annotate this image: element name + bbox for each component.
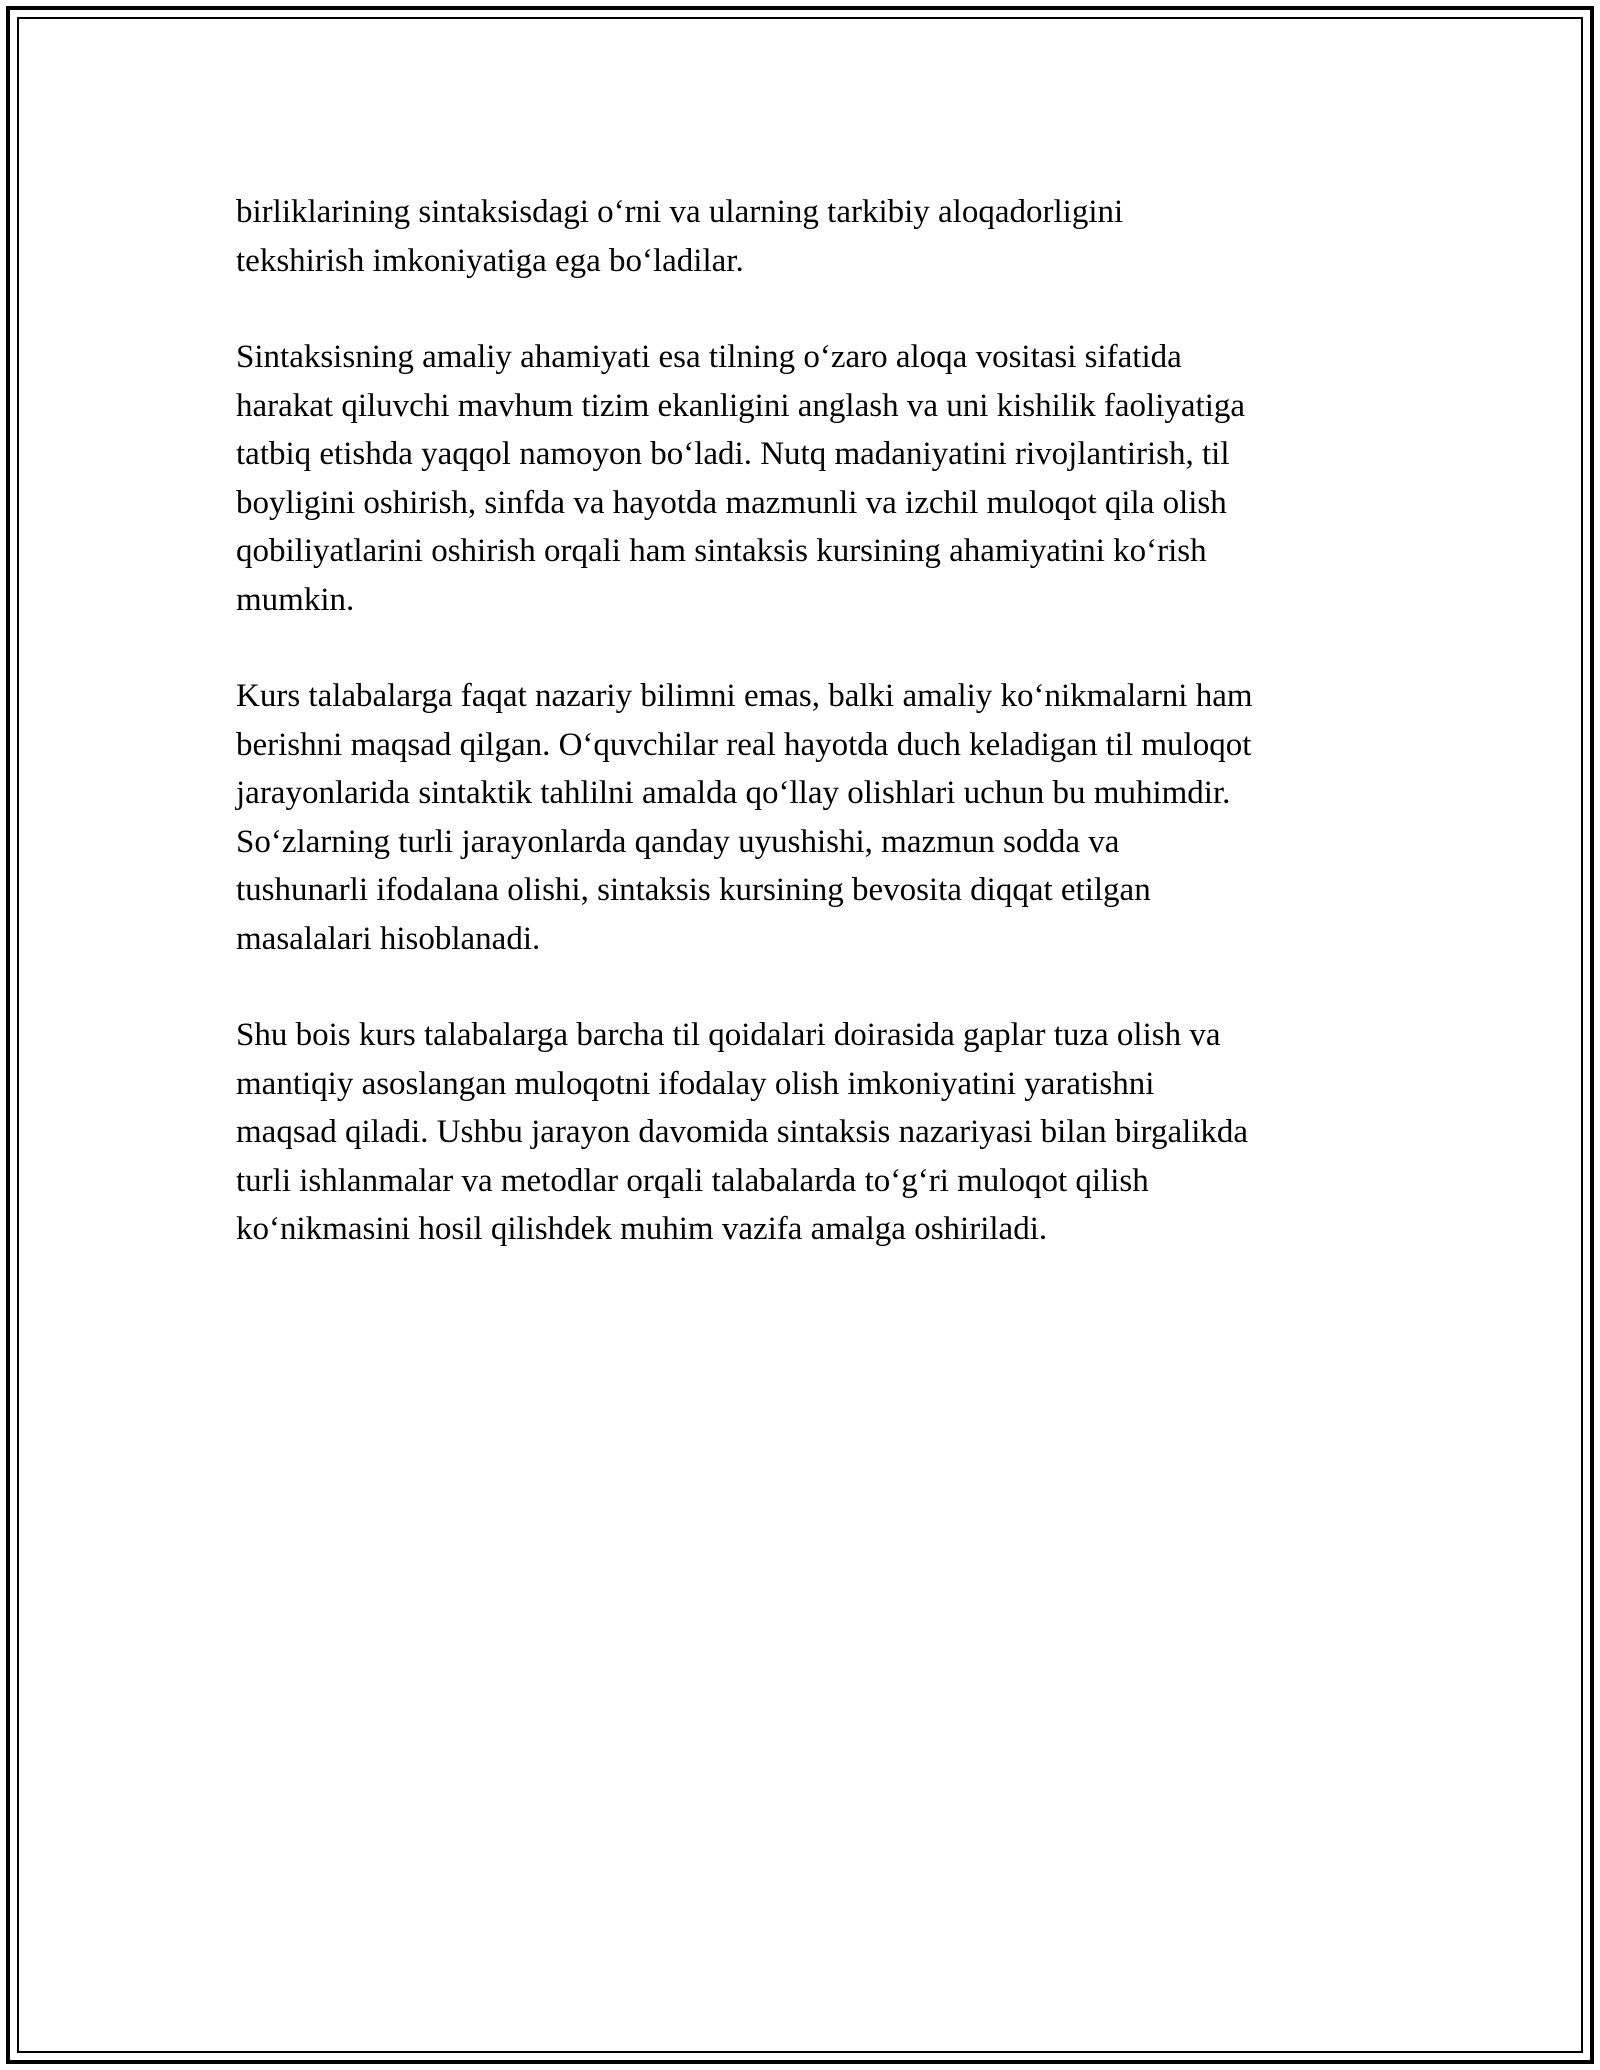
text-line: mantiqiy asoslangan muloqotni ifodalay olish imkoniyatini yaratishni — [236, 1065, 1155, 1102]
text-line: mumkin. — [236, 581, 355, 618]
text-line: tatbiq etishda yaqqol namoyon bo‘ladi. Nutq madaniyatini rivojlantirish, til — [236, 436, 1230, 472]
document-body — [236, 188, 1376, 1302]
text-line: masalalari hisoblanadi. — [236, 920, 541, 957]
text-line: Shu bois kurs talabalarga barcha til qoidalari doirasida gaplar tuza olish va — [236, 1017, 1221, 1053]
paragraph-2 — [236, 333, 1376, 624]
text-line: ko‘nikmasini hosil qilishdek muhim vazifa amalga oshiriladi. — [236, 1211, 1048, 1247]
text-line: berishni maqsad qilgan. O‘quvchilar real hayotda duch keladigan til muloqot — [236, 726, 1252, 763]
text-line: maqsad qiladi. Ushbu jarayon davomida sintaksis nazariyasi bilan birgalikda — [236, 1114, 1249, 1150]
text-line: birliklarining sintaksisdagi o‘rni va ularning tarkibiy aloqadorligini — [236, 194, 1124, 230]
text-line: Kurs talabalarga faqat nazariy bilimni emas, balki amaliy ko‘nikmalarni ham — [236, 678, 1253, 714]
paragraph-4 — [236, 1011, 1376, 1254]
text-line: harakat qiluvchi mavhum tizim ekanligini anglash va uni kishilik faoliyatiga — [236, 387, 1246, 424]
text-line: turli ishlanmalar va metodlar orqali talabalarda to‘g‘ri muloqot qilish — [236, 1162, 1149, 1199]
text-line: tushunarli ifodalana olishi, sintaksis kursining bevosita diqqat etilgan — [236, 872, 1151, 908]
paragraph-3 — [236, 672, 1376, 963]
text-line: boyligini oshirish, sinfda va hayotda mazmunli va izchil muloqot qila olish — [236, 484, 1227, 521]
paragraph-1 — [236, 188, 1376, 285]
text-line: qobiliyatlarini oshirish orqali ham sintaksis kursining ahamiyatini ko‘rish — [236, 533, 1207, 569]
text-line: So‘zlarning turli jarayonlarda qanday uyushishi, mazmun sodda va — [236, 823, 1120, 860]
text-line: jarayonlarida sintaktik tahlilni amalda qo‘llay olishlari uchun bu muhimdir. — [236, 775, 1231, 811]
text-line: Sintaksisning amaliy ahamiyati esa tilning o‘zaro aloqa vositasi sifatida — [236, 339, 1182, 375]
text-line: tekshirish imkoniyatiga ega bo‘ladilar. — [236, 242, 744, 279]
